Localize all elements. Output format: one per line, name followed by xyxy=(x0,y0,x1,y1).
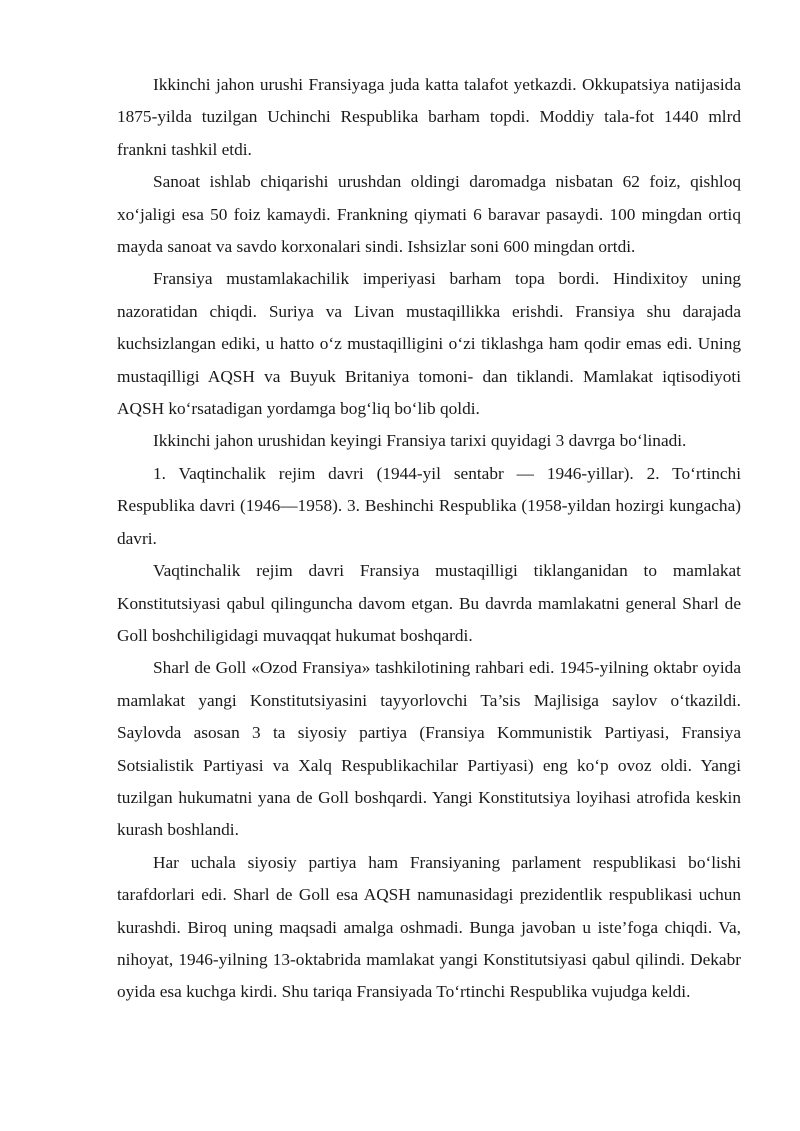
paragraph-war-losses: Ikkinchi jahon urushi Fransiyaga juda katta talafot yetkazdi. Okkupatsiya natijasida 1875-yilda tuzilgan Uchinchi Respublika barham topdi. Moddiy tala-fot 1440 mlrd frankni tashkil etdi. xyxy=(117,75,741,159)
paragraph-de-gaulle: Sharl de Goll «Ozod Fransiya» tashkilotining rahbari edi. 1945-yilning oktabr oyida mamlakat yangi Konstitutsiyasini tayyorlovchi Ta’sis Majlisiga saylov o‘tkazildi. Saylovda asosan 3 ta siyosiy partiya (Fransiya Kommunistik Partiyasi, Fransiya Sotsialistik Partiyasi va Xalq Respublikachilar Partiyasi) eng ko‘p ovoz oldi. Yangi tuzilgan hukumatni yana de Goll boshqardi. Yangi Konstitutsiya loyihasi atrofida keskin kurash boshlandi. xyxy=(117,658,741,840)
paragraph-colonial-empire: Fransiya mustamlakachilik imperiyasi barham topa bordi. Hindixitoy uning nazoratidan chiqdi. Suriya va Livan mustaqillikka erishdi. Fransiya shu darajada kuchsizlangan ediki, u hatto o‘z mustaqilligini o‘zi tiklashga ham qodir emas edi. Uning mustaqilligi AQSH va Buyuk Britaniya tomoni- dan tiklandi. Mamlakat iqtisodiyoti AQSH ko‘rsatadigan yordamga bog‘liq bo‘lib qoldi. xyxy=(117,269,741,419)
paragraph-economic-decline: Sanoat ishlab chiqarishi urushdan oldingi daromadga nisbatan 62 foiz, qishloq xo‘jaligi esa 50 foiz kamaydi. Frankning qiymati 6 baravar pasaydi. 100 mingdan ortiq mayda sanoat va savdo korxonalari sindi. Ishsizlar soni 600 mingdan ortdi. xyxy=(117,172,741,257)
paragraph-periods-intro: Ikkinchi jahon urushidan keyingi Fransiya tarixi quyidagi 3 davrga bo‘linadi. xyxy=(153,431,687,451)
document-page xyxy=(117,69,741,1009)
paragraph-provisional-regime: Vaqtinchalik rejim davri Fransiya mustaqilligi tiklanganidan to mamlakat Konstitutsiyasi qabul qilinguncha davom etgan. Bu davrda mamlakatni general Sharl de Goll boshchiligidagi muvaqqat hukumat boshqardi. xyxy=(117,561,741,645)
paragraph-periods-list: 1. Vaqtinchalik rejim davri (1944-yil sentabr — 1946-yillar). 2. To‘rtinchi Respublika davri (1946—1958). 3. Beshinchi Respublika (1958-yildan hozirgi kungacha) davri. xyxy=(117,463,741,548)
paragraph-fourth-republic: Har uchala siyosiy partiya ham Fransiyaning parlament respublikasi bo‘lishi tarafdorlari edi. Sharl de Goll esa AQSH namunasidagi prezidentlik respublikasi uchun kurashdi. Biroq uning maqsadi amalga oshmadi. Bunga javoban u iste’foga chiqdi. Va, nihoyat, 1946-yilning 13-oktabrida mamlakat yangi Konstitutsiyasi qabul qilindi. Dekabr oyida esa kuchga kirdi. Shu tariqa Fransiyada To‘rtinchi Respublika vujudga keldi. xyxy=(117,852,741,1002)
